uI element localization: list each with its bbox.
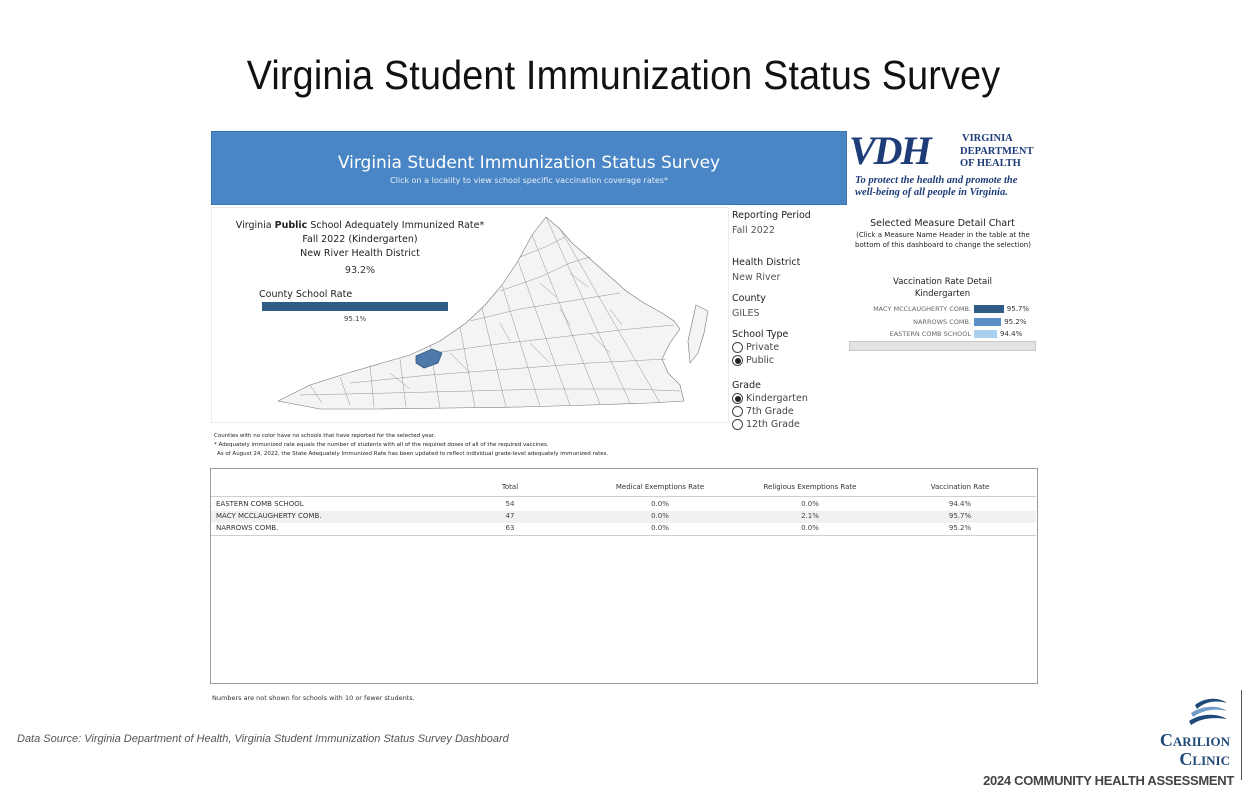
carilion-logo-line1: Carilion — [1159, 730, 1230, 750]
filter-panel — [732, 210, 811, 430]
table-header-medical[interactable]: Medical Exemptions Rate — [615, 483, 705, 491]
table-header-vaccination[interactable]: Vaccination Rate — [930, 483, 990, 491]
radio-private-dot[interactable] — [732, 342, 743, 353]
radio-12th-label: 12th Grade — [746, 419, 800, 430]
footnote-no-color: Counties with no color have no schools that have reported for the selected year. — [214, 433, 436, 439]
health-district-label: Health District — [732, 257, 801, 268]
table-row[interactable] — [211, 511, 1036, 523]
vdh-tagline-line2: well-being of all people in Virginia. — [855, 187, 1008, 198]
vdh-logo-line1: VIRGINIA — [962, 133, 1013, 144]
row-total: 47 — [505, 512, 515, 520]
row-school-name: NARROWS COMB. — [216, 524, 279, 532]
row-religious: 2.1% — [801, 512, 819, 520]
footnote-adequately-immunized: * Adequately immunized rate equals the number of students with all of the required doses of all of the required vaccines. — [214, 442, 549, 448]
grade-kindergarten-radio[interactable] — [732, 393, 811, 404]
table-header-religious[interactable]: Religious Exemptions Rate — [763, 483, 857, 491]
row-school-name: MACY MCCLAUGHERTY COMB. — [216, 512, 322, 520]
row-religious: 0.0% — [801, 500, 819, 508]
data-source: Data Source: Virginia Department of Health, Virginia Student Immunization Status Survey Dashboard — [17, 733, 509, 745]
detail-chart-subtitle: Kindergarten — [914, 289, 971, 299]
footer-divider — [1241, 690, 1242, 780]
table-row[interactable] — [211, 499, 1036, 511]
detail-chart-heading — [849, 276, 1036, 300]
radio-kindergarten-dot[interactable] — [732, 393, 743, 404]
school-type-private-radio[interactable] — [732, 342, 811, 353]
row-vaccination: 94.4% — [948, 500, 972, 508]
county-rate-label: County School Rate — [259, 289, 353, 300]
county-label: County — [732, 293, 766, 304]
vdh-tagline-line1: To protect the health and promote the — [855, 175, 1018, 186]
radio-7th-dot[interactable] — [732, 406, 743, 417]
county-value[interactable]: GILES — [732, 308, 760, 319]
rate-heading-line3: New River Health District — [300, 248, 420, 259]
district-rate-value: 93.2% — [344, 265, 376, 276]
banner-subtitle: Click on a locality to view school specific vaccination coverage rates* — [390, 176, 668, 185]
rate-heading — [226, 219, 494, 261]
grade-label: Grade — [732, 380, 761, 391]
grade-12th-radio[interactable] — [732, 419, 811, 430]
community-health-assessment-label: 2024 COMMUNITY HEALTH ASSESSMENT — [983, 773, 1234, 788]
row-total: 63 — [505, 524, 515, 532]
detail-bar-row[interactable] — [849, 329, 1039, 340]
row-school-name: EASTERN COMB SCHOOL — [216, 500, 304, 508]
row-medical: 0.0% — [651, 500, 669, 508]
rate-heading-line1 — [226, 219, 494, 233]
detail-bar-row[interactable] — [849, 304, 1039, 315]
row-religious: 0.0% — [801, 524, 819, 532]
row-vaccination: 95.7% — [948, 512, 972, 520]
radio-private-label: Private — [746, 342, 780, 353]
table-header-divider — [211, 496, 1036, 497]
carilion-swoosh-icon — [1185, 695, 1230, 727]
carilion-logo-line2: Clinic — [1179, 749, 1230, 769]
grade-7th-radio[interactable] — [732, 406, 811, 417]
rate-heading-bold: Public — [274, 220, 308, 231]
detail-bar-label: EASTERN COMB SCHOOL — [889, 330, 971, 338]
school-type-public-radio[interactable] — [732, 355, 811, 366]
detail-bar — [974, 318, 1001, 326]
detail-bar-value: 95.7% — [1006, 305, 1030, 313]
table-note: Numbers are not shown for schools with 10 or fewer students. — [212, 694, 415, 702]
table-header-total[interactable]: Total — [501, 483, 519, 491]
radio-12th-dot[interactable] — [732, 419, 743, 430]
slide-title: Virginia Student Immunization Status Survey — [246, 52, 1001, 98]
row-medical: 0.0% — [651, 512, 669, 520]
detail-bar-label: NARROWS COMB. — [913, 317, 971, 326]
row-medical: 0.0% — [651, 524, 669, 532]
footnote-rate-update: As of August 24, 2022, the State Adequately Immunized Rate has been updated to reflect individual grade-level adequately immunized rates. — [217, 451, 609, 457]
county-rate-bar — [262, 302, 448, 311]
measure-detail-title: Selected Measure Detail Chart — [870, 218, 1015, 229]
row-vaccination: 95.2% — [948, 524, 972, 532]
radio-kindergarten-label: Kindergarten — [746, 393, 808, 404]
county-rate-value: 95.1% — [343, 315, 367, 323]
detail-bar-label: MACY MCCLAUGHERTY COMB. — [873, 305, 971, 313]
reporting-period-label: Reporting Period — [732, 210, 811, 221]
rate-heading-prefix: Virginia — [235, 220, 275, 231]
dashboard-banner — [211, 131, 847, 205]
row-total: 54 — [505, 500, 515, 508]
detail-bar — [974, 305, 1004, 313]
reporting-period-value[interactable]: Fall 2022 — [732, 225, 775, 236]
health-district-value[interactable]: New River — [732, 272, 781, 283]
detail-bar — [974, 330, 997, 338]
table-row[interactable] — [211, 523, 1036, 536]
radio-public-label: Public — [746, 355, 775, 366]
detail-bar-row[interactable] — [849, 317, 1039, 328]
vdh-tagline — [855, 175, 1017, 199]
vdh-logo-letters: VDH — [849, 128, 930, 173]
eastern-shore — [688, 305, 708, 363]
vdh-logo-line3: OF HEALTH — [960, 158, 1021, 169]
rate-heading-line2: Fall 2022 (Kindergarten) — [302, 234, 418, 245]
banner-title: Virginia Student Immunization Status Survey — [337, 153, 721, 173]
carilion-logo-text — [1128, 730, 1230, 768]
vdh-logo-line2: DEPARTMENT — [960, 146, 1034, 157]
school-type-label: School Type — [732, 329, 789, 340]
radio-public-dot[interactable] — [732, 355, 743, 366]
detail-bar-value: 94.4% — [1000, 330, 1023, 338]
radio-7th-label: 7th Grade — [746, 406, 794, 417]
detail-chart-scrollbar[interactable] — [849, 341, 1036, 351]
detail-bar-value: 95.2% — [1004, 317, 1027, 326]
detail-chart-title: Vaccination Rate Detail — [893, 277, 992, 287]
measure-detail-subtitle: (Click a Measure Name Header in the table at the bottom of this dashboard to change the selection) — [855, 231, 1031, 249]
rate-heading-suffix: School Adequately Immunized Rate* — [307, 220, 485, 231]
